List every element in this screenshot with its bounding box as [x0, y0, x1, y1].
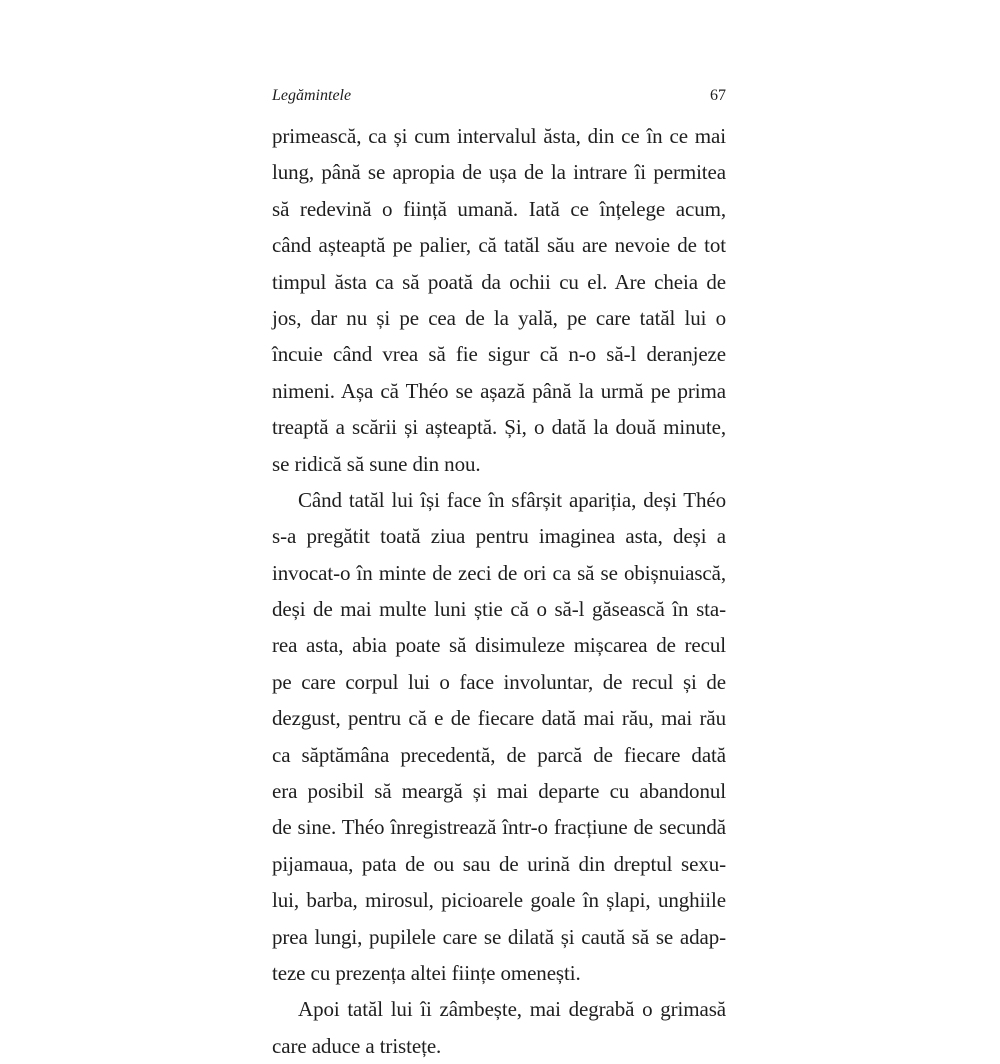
- page-number: 67: [710, 87, 726, 104]
- text-line: nimeni. Așa că Théo se așază până la urmă pe prima: [272, 378, 726, 403]
- text-line: timpul ăsta ca să poată da ochii cu el. Are cheia de: [272, 269, 726, 294]
- text-line: ca săptămâna precedentă, de parcă de fiecare dată: [272, 742, 726, 767]
- text-line: încuie când vrea să fie sigur că n-o să-l deranjeze: [272, 342, 726, 367]
- text-line: lui, barba, mirosul, picioarele goale în șlapi, unghiile: [272, 888, 726, 913]
- text-line: treaptă a scării și așteaptă. Și, o dată la două minute,: [272, 415, 726, 440]
- text-line: când așteaptă pe palier, că tatăl său are nevoie de tot: [272, 233, 726, 258]
- running-title: Legămintele: [272, 87, 352, 104]
- text-line: pijamaua, pata de ou sau de urină din dreptul sexu-: [272, 851, 726, 876]
- text-line: deși de mai multe luni știe că o să-l găsească în sta-: [272, 597, 726, 622]
- paragraph: [272, 118, 726, 482]
- text-line: se ridică să sune din nou.: [272, 451, 481, 476]
- text-line: rea asta, abia poate să disimuleze mișcarea de recul: [272, 633, 726, 658]
- text-line: primească, ca și cum intervalul ăsta, din ce în ce mai: [272, 124, 726, 148]
- text-line: jos, dar nu și pe cea de la yală, pe care tatăl lui o: [272, 305, 726, 330]
- text-line: teze cu prezența altei ființe omenești.: [272, 960, 581, 985]
- paragraph: [272, 482, 726, 991]
- text-line: pe care corpul lui o face involuntar, de recul și de: [272, 669, 726, 694]
- text-line: s-a pregătit toată ziua pentru imaginea asta, deși a: [272, 524, 726, 549]
- text-line: de sine. Théo înregistrează într-o fracțiune de secundă: [272, 815, 726, 840]
- text-line: care aduce a tristețe.: [272, 1033, 442, 1058]
- text-line: invocat-o în minte de zeci de ori ca să se obișnuiască,: [272, 560, 726, 585]
- text-line: prea lungi, pupilele care se dilată și caută să se adap-: [272, 924, 726, 949]
- paragraph: [272, 991, 726, 1064]
- body-text: [272, 118, 726, 1064]
- running-head: [272, 84, 726, 108]
- text-line: să redevină o ființă umană. Iată ce înțelege acum,: [272, 196, 726, 221]
- text-line: era posibil să meargă și mai departe cu abandonul: [272, 779, 726, 804]
- text-line: Apoi tatăl lui îi zâmbește, mai degrabă o grimasă: [298, 997, 726, 1022]
- text-line: lung, până se apropia de ușa de la intrare îi permitea: [272, 160, 726, 185]
- text-line: dezgust, pentru că e de fiecare dată mai rău, mai rău: [272, 706, 726, 731]
- text-line: Când tatăl lui își face în sfârșit apariția, deși Théo: [298, 487, 726, 512]
